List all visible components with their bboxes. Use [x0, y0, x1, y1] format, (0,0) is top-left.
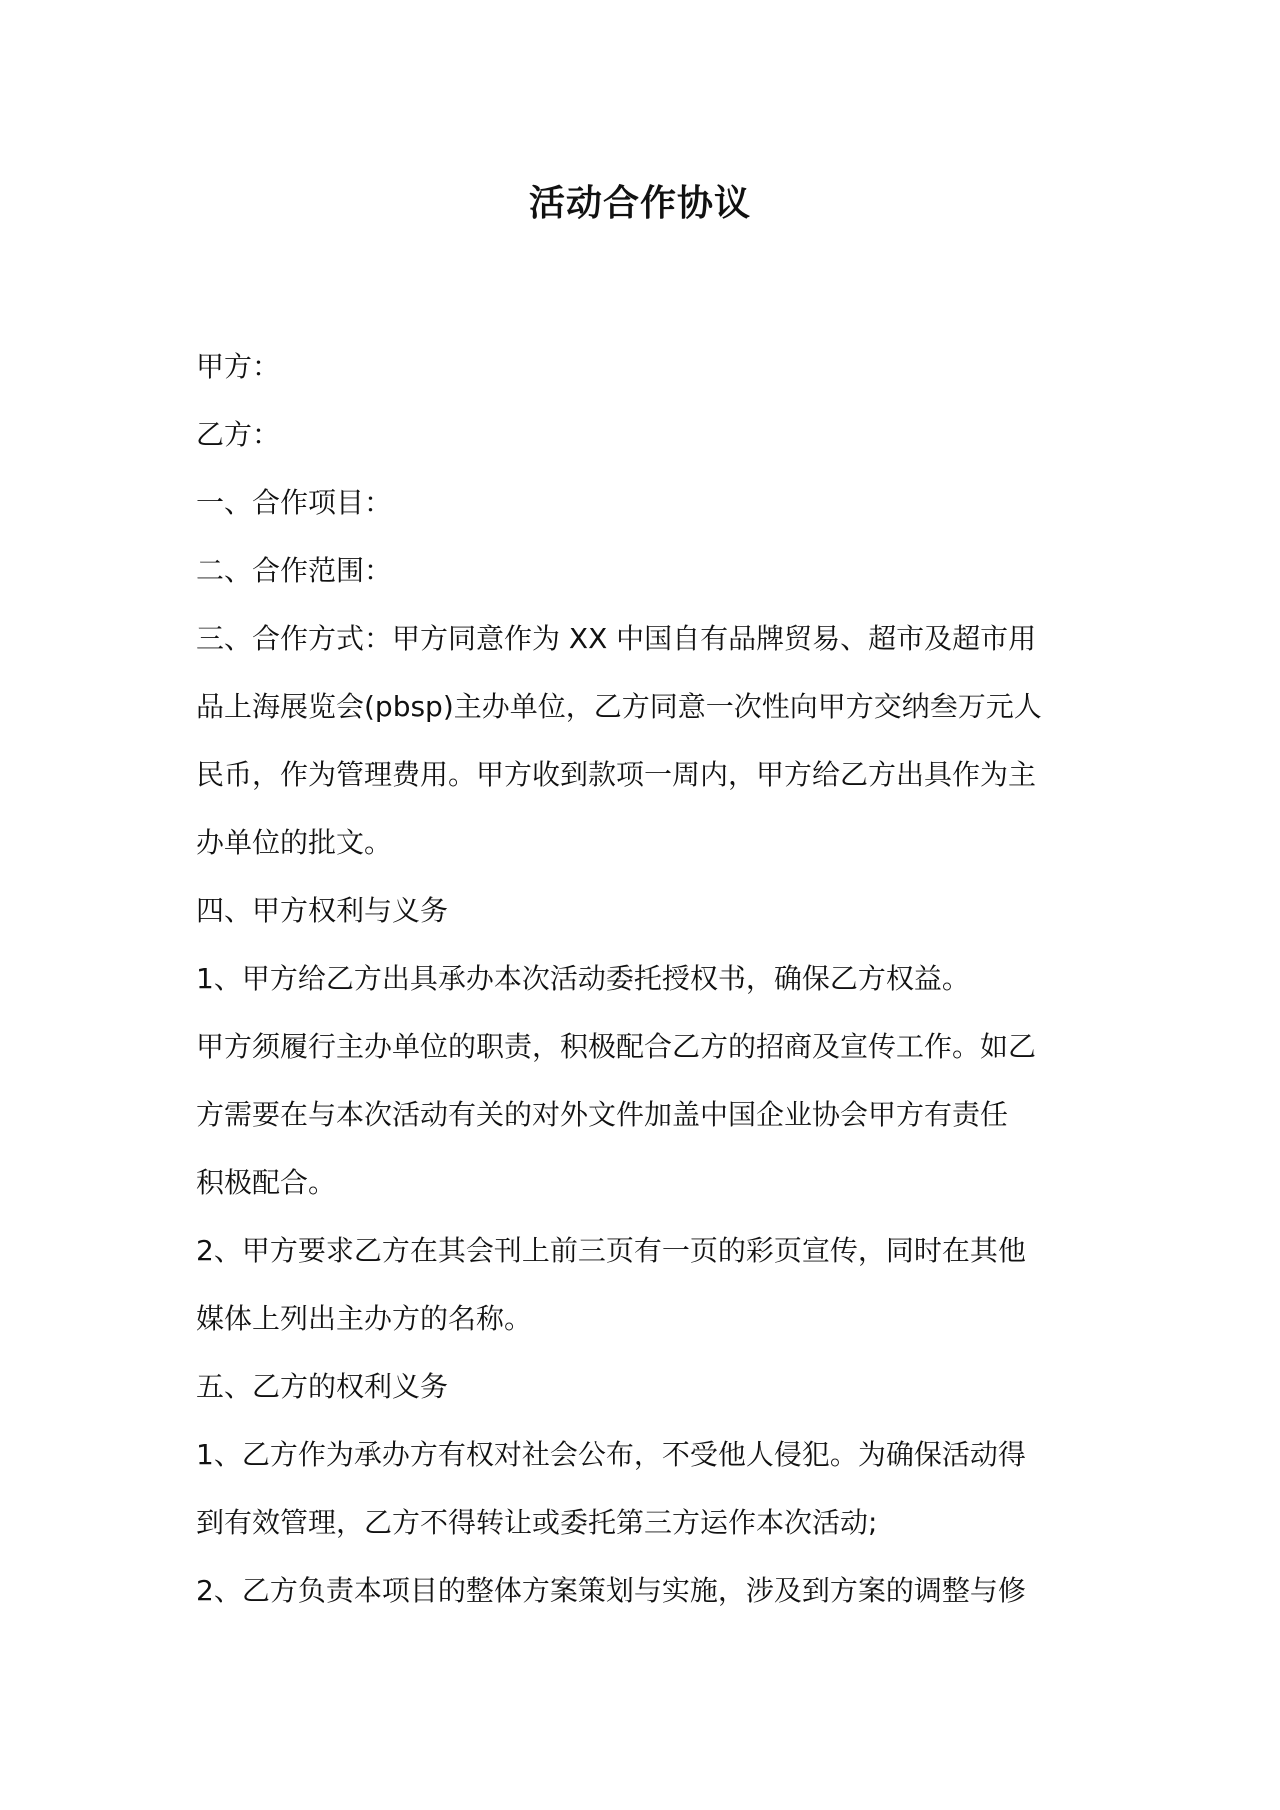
- line-section-4-heading: 四、甲方权利与义务: [196, 894, 449, 927]
- line-section-3-d: 办单位的批文。: [196, 826, 393, 859]
- line-section-2: 二、合作范围：: [196, 554, 393, 587]
- line-section-5-heading: 五、乙方的权利义务: [196, 1370, 449, 1403]
- line-section-4-item-2-b: 媒体上列出主办方的名称。: [196, 1302, 533, 1335]
- line-section-4-para-a: 甲方须履行主办单位的职责，积极配合乙方的招商及宣传工作。如乙: [196, 1030, 1037, 1063]
- line-party-b: 乙方：: [196, 418, 281, 451]
- line-section-4-para-c: 积极配合。: [196, 1166, 337, 1199]
- document-body: [196, 333, 1096, 1625]
- line-party-a: 甲方：: [196, 350, 281, 383]
- line-section-4-item-2-a: 2、甲方要求乙方在其会刊上前三页有一页的彩页宣传，同时在其他: [196, 1234, 1026, 1267]
- line-section-4-item-1: 1、甲方给乙方出具承办本次活动委托授权书，确保乙方权益。: [196, 962, 970, 995]
- line-section-4-para-b: 方需要在与本次活动有关的对外文件加盖中国企业协会甲方有责任: [196, 1098, 1009, 1131]
- line-section-5-item-1-a: 1、乙方作为承办方有权对社会公布，不受他人侵犯。为确保活动得: [196, 1438, 1026, 1471]
- line-section-3-a: 三、合作方式：甲方同意作为 XX 中国自有品牌贸易、超市及超市用: [196, 622, 1037, 655]
- document-title: 活动合作协议: [528, 183, 751, 224]
- line-section-3-b: 品上海展览会(pbsp)主办单位，乙方同意一次性向甲方交纳叁万元人: [196, 690, 1042, 723]
- line-section-5-item-1-b: 到有效管理，乙方不得转让或委托第三方运作本次活动;: [196, 1506, 878, 1539]
- line-section-5-item-2: 2、乙方负责本项目的整体方案策划与实施，涉及到方案的调整与修: [196, 1574, 1026, 1607]
- line-section-1: 一、合作项目：: [196, 486, 393, 519]
- line-section-3-c: 民币，作为管理费用。甲方收到款项一周内，甲方给乙方出具作为主: [196, 758, 1037, 791]
